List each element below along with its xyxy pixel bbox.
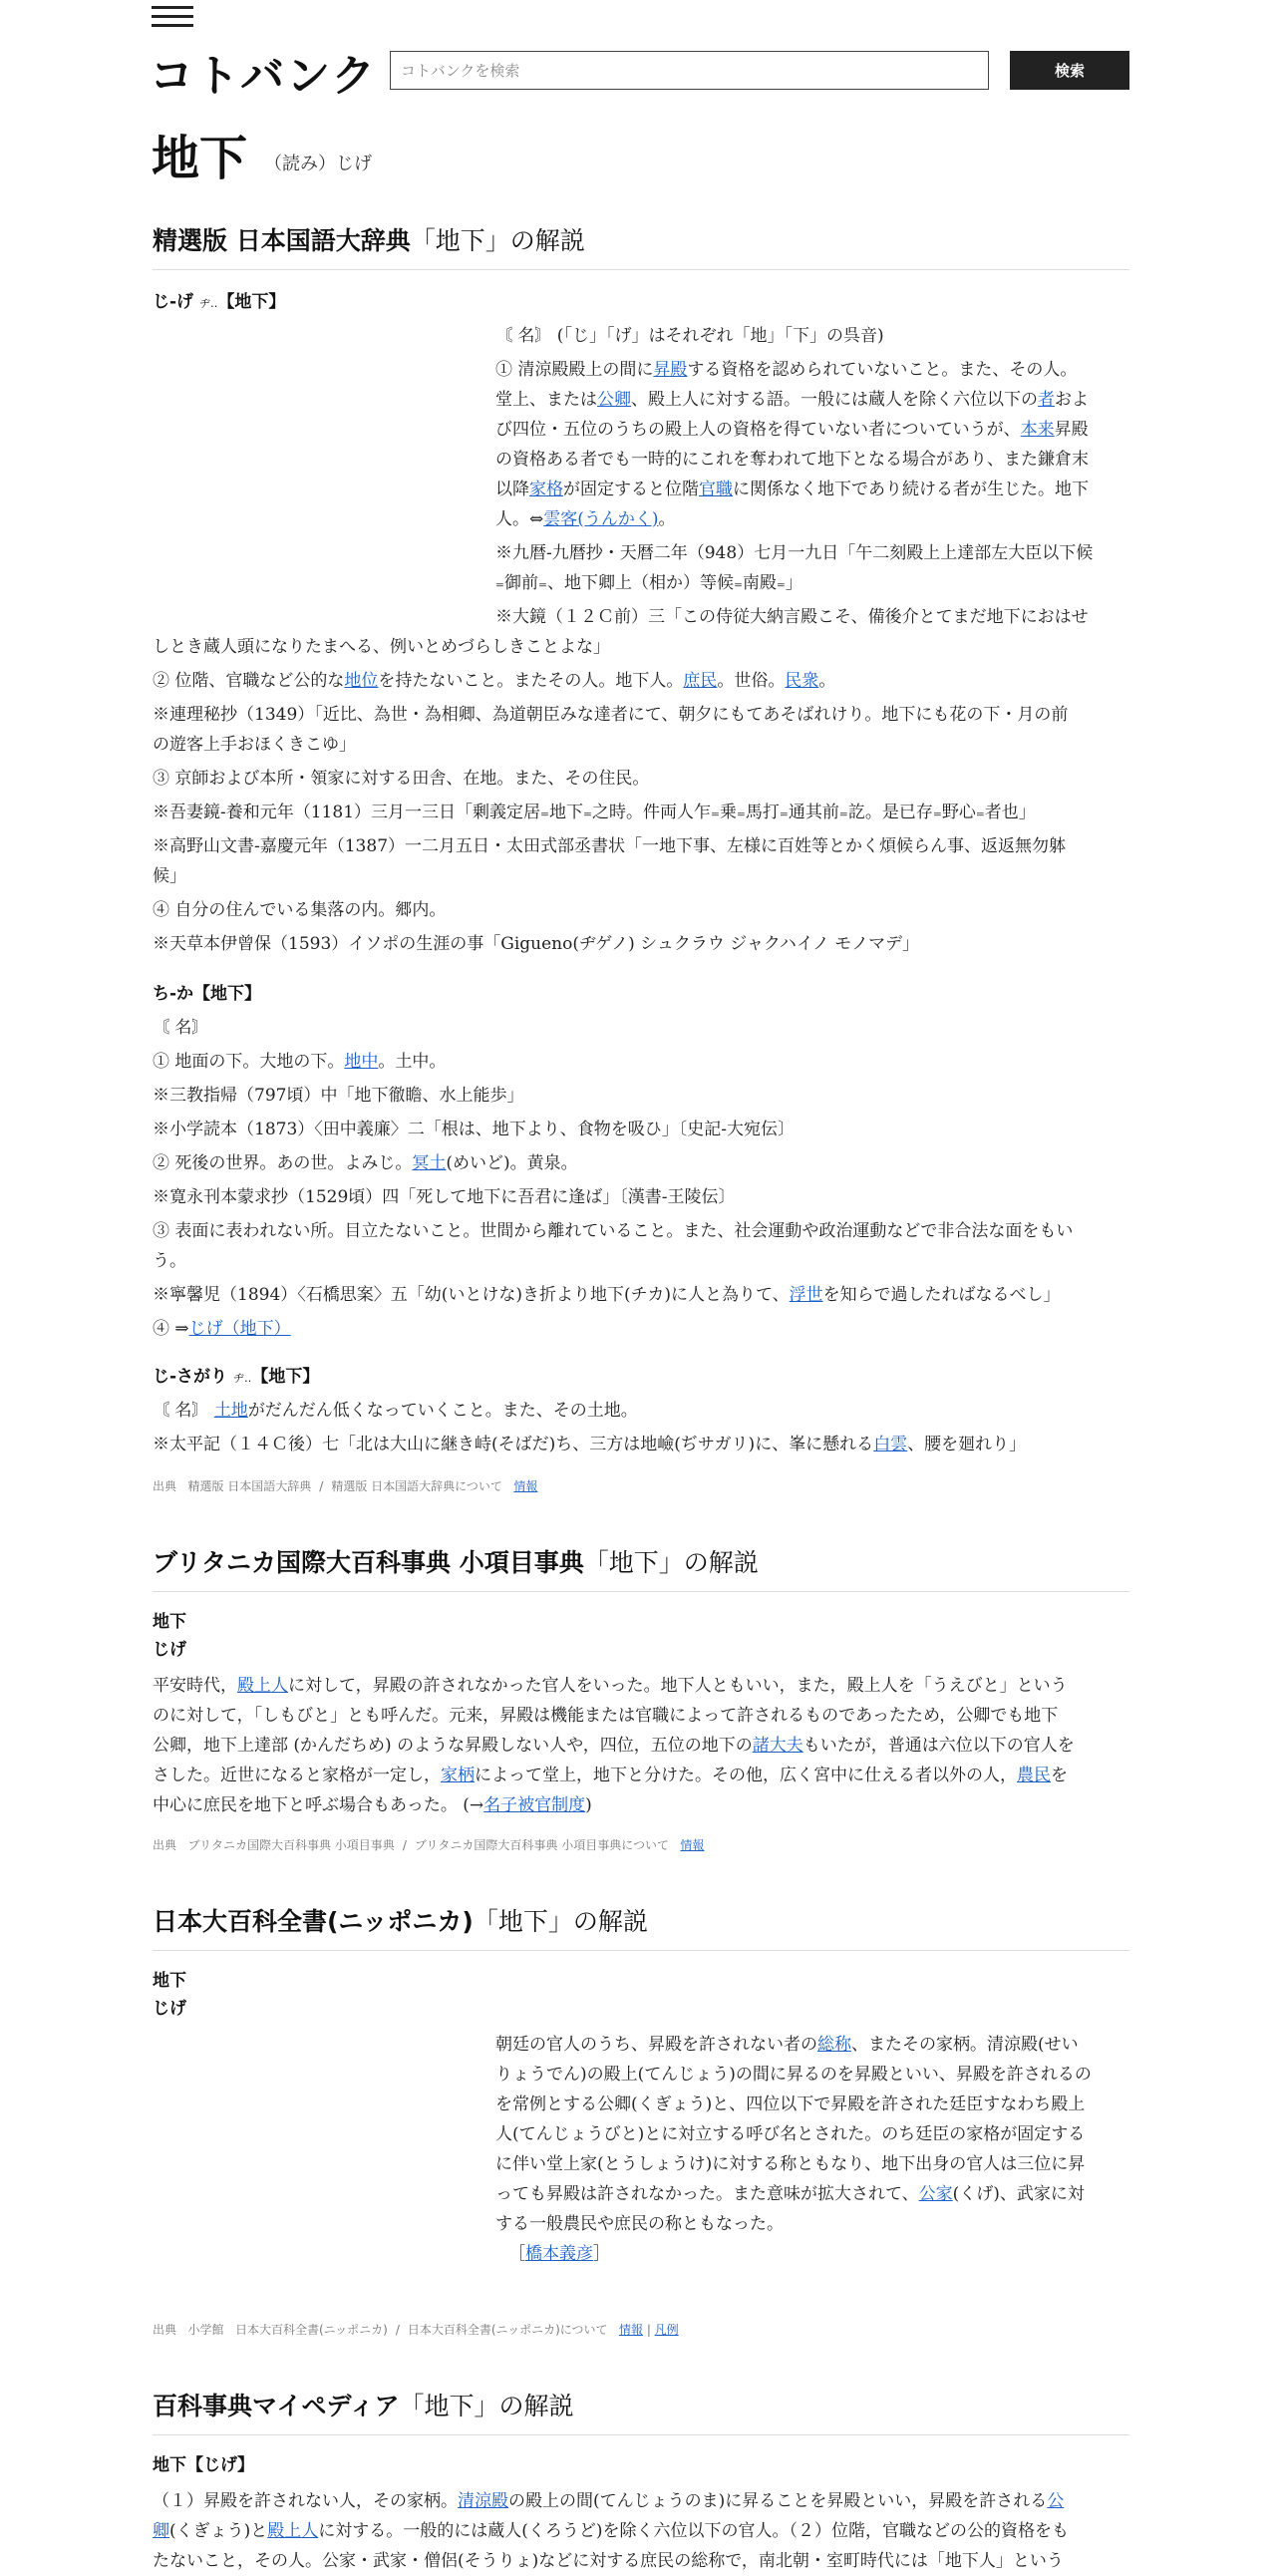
entry-heading-jige: 地下【じげ】 — [153, 2455, 254, 2475]
link-ukiyo[interactable]: 浮世 — [789, 1285, 823, 1305]
page-title: 地下 — [152, 131, 248, 186]
definition-line: ③ 京師および本所・領家に対する田舎、在地。また、その住民。 — [153, 769, 650, 789]
link-mono[interactable]: 者 — [1038, 390, 1055, 410]
link-unkaku[interactable]: 雲客(うんかく) — [543, 509, 659, 529]
definition-line: ③ 表面に表われない所。目立たないこと。世間から離れていること。また、社会運動や政治運動などで非合法な面をもい — [153, 1221, 1074, 1241]
hamburger-menu-icon[interactable] — [152, 6, 193, 32]
citation-line: ※三教指帰（797頃）中「地下徹瞻、水上能歩」 — [153, 1086, 524, 1106]
definition-line: び四位・五位のうちの殿上人の資格を得ていない者についていうが、本来昇殿 — [495, 420, 1089, 440]
link-iegara[interactable]: 家柄 — [441, 1766, 475, 1785]
body-line: 公卿，地下上達部 (かんだちめ) のような昇殿しない人や，四位，五位の地下の諸大夫もいたが，普通は六位以下の官人を — [153, 1736, 1075, 1756]
body-line: する一般農民や庶民の称ともなった。 — [495, 2214, 784, 2234]
link-kakaku[interactable]: 家格 — [529, 480, 563, 499]
section-title-nipponica: 日本大百科全書(ニッポニカ)「地下」の解説 — [153, 1902, 1129, 1951]
link-meido[interactable]: 冥土 — [412, 1153, 447, 1173]
citation-line: ※小学読本（1873）〈田中義廉〉二「根は、地下より、食物を吸ひ」〔史記-大宛伝〕 — [153, 1120, 796, 1139]
definition-line: ② 死後の世界。あの世。よみじ。冥土(めいど)。黄泉。 — [153, 1153, 578, 1173]
citation-line: ※連理秘抄（1349）「近比、為世・為相卿、為道朝臣みな達者にて、朝夕にもてあそばれけり。地下にも花の下・月の前 — [153, 705, 1069, 725]
citation-line: ※吾妻鏡-養和元年（1181）三月一三日「剰義定居₌地下₌之時。件両人乍₌乗₌馬打₌通其前₌訖。是已存₌野心₌者也」 — [153, 803, 1036, 822]
citation-line: ※寛永刊本蒙求抄（1529頃）四「死して地下に吾君に逢ば」〔漢書-王陵伝〕 — [153, 1187, 736, 1207]
body-line: 卿(くぎょう)と殿上人に対する。一般的には蔵人(くろうど)を除く六位以下の官人。（２）位階，官職などの公的資格をも — [153, 2521, 1070, 2541]
definition-line: ② 位階、官職など公的な地位を持たないこと。またその人。地下人。庶民。世俗。民衆。 — [153, 671, 836, 691]
section-title-nikkoku: 精選版 日本国語大辞典「地下」の解説 — [153, 221, 1129, 270]
link-honrai[interactable]: 本来 — [1020, 420, 1055, 440]
citation-line: の遊客上手おほくきこゆ」 — [153, 735, 356, 755]
link-shomin[interactable]: 庶民 — [683, 671, 718, 691]
section-title-britannica: ブリタニカ国際大百科事典 小項目事典「地下」の解説 — [153, 1543, 1129, 1592]
source-info-link[interactable]: 情報 — [513, 1479, 538, 1493]
citation-line: しとき蔵人頭になりたまへる、例いとめづらしきことよな」 — [153, 637, 610, 657]
page-reading: （読み）じげ — [264, 154, 372, 174]
link-minshu[interactable]: 民衆 — [785, 671, 819, 691]
link-jige[interactable]: じげ（地下） — [188, 1319, 291, 1339]
link-tenjobito[interactable]: 殿上人 — [267, 2521, 319, 2541]
search-input[interactable] — [390, 51, 989, 90]
definition-line: 〘 名〙 (「じ」「げ」はそれぞれ「地」「下」の呉音) — [495, 326, 884, 346]
definition-line: 〘 名〙 土地がだんだん低くなっていくこと。また、その土地。 — [153, 1401, 638, 1421]
entry-reading: じげ — [153, 1999, 186, 2019]
link-nago-hikan[interactable]: 名子被官制度 — [483, 1795, 586, 1815]
definition-line: 〘 名〙 — [153, 1018, 209, 1038]
link-kugyo[interactable]: 公卿 — [597, 390, 631, 410]
body-line: りょうでん)の殿上(てんじょう)の間に昇るのを昇殿といい、昇殿を許されるの — [495, 2065, 1092, 2085]
body-line: 人(てんじょうびと)とに対立する呼び名とされた。のち廷臣の家格が固定する — [495, 2124, 1086, 2144]
link-chii[interactable]: 地位 — [344, 671, 379, 691]
link-chichu[interactable]: 地中 — [344, 1052, 379, 1072]
body-line: さした。近世になると家格が一定し，家柄によって堂上，地下と分けた。その他，広く宮中に仕える者以外の人，農民を — [153, 1766, 1068, 1785]
entry-word: 地下 — [153, 1612, 186, 1632]
link-hakuun[interactable]: 白雲 — [873, 1435, 908, 1454]
link-shodaibu[interactable]: 諸大夫 — [752, 1736, 803, 1756]
link-kuge[interactable]: 公家 — [918, 2184, 953, 2204]
entry-heading-chika: ち-か【地下】 — [153, 984, 262, 1004]
link-tochi[interactable]: 土地 — [213, 1401, 248, 1421]
body-line: っても昇殿は許されなかった。また意味が拡大されて、公家(くげ)、武家に対 — [495, 2184, 1085, 2204]
definition-line: 以降家格が固定すると位階官職に関係なく地下であり続ける者が生じた。地下 — [495, 480, 1089, 499]
link-kanshoku[interactable]: 官職 — [699, 480, 733, 499]
definition-line: ④ ⇒じげ（地下） — [153, 1319, 291, 1339]
link-tenjobito[interactable]: 殿上人 — [237, 1676, 288, 1696]
link-seiryoden[interactable]: 清涼殿 — [458, 2491, 508, 2511]
citation-line: ※太平記（１４Ｃ後）七「北は大山に継き峙(そばだ)ち、三方は地嶮(ぢサガリ)に、峯に懸れる白雲、腰を廻れり」 — [153, 1435, 1027, 1454]
body-line: 中心に庶民を地下と呼ぶ場合もあった。 (→名子被官制度) — [153, 1795, 592, 1815]
citation-line: ※天草本伊曾保（1593）イソポの生涯の事「Giguenо(ヂゲノ) シュクラウ ジャクハイノ モノマデ」 — [153, 934, 920, 954]
section-title-mypedia: 百科事典マイペディア「地下」の解説 — [153, 2387, 1129, 2435]
body-line: 朝廷の官人のうち、昇殿を許されない者の総称、またその家柄。清涼殿(せい — [495, 2035, 1079, 2055]
source-info-link[interactable]: 情報 — [618, 2323, 643, 2337]
link-kugyo[interactable]: 卿 — [153, 2521, 169, 2541]
citation-line: ※高野山文書-嘉慶元年（1387）一二月五日・太田式部丞書状「一地下事、左様に百姓等とかく煩候らん事、返返無勿躰 — [153, 836, 1067, 856]
body-line: に伴い堂上家(とうしょうけ)に対する称ともなり、地下出身の官人は三位に昇 — [495, 2154, 1086, 2174]
body-line: を常例とする公卿(くぎょう)と、四位以下で昇殿を許された廷臣すなわち殿上 — [495, 2094, 1086, 2114]
definition-line: 人。⇔雲客(うんかく)。 — [495, 509, 676, 529]
entry-reading: じげ — [153, 1640, 186, 1660]
search-button[interactable]: 検索 — [1010, 51, 1129, 90]
citation-line: ※九暦-九暦抄・天暦二年（948）七月一九日「午二刻殿上上達部左大臣以下候 — [495, 543, 1094, 563]
definition-line: ① 地面の下。大地の下。地中。土中。 — [153, 1052, 447, 1072]
body-line: のに対して，「しもびと」とも呼んだ。元来，昇殿は機能または官職によって許されるものであったため，公卿でも地下 — [153, 1706, 1059, 1726]
site-logo[interactable]: コトバンク — [150, 51, 378, 102]
definition-line: ④ 自分の住んでいる集落の内。郷内。 — [153, 900, 447, 920]
entry-heading-jige: じ-げ ヂ‥【地下】 — [153, 292, 286, 312]
citation-line: 候」 — [153, 866, 186, 886]
body-line: （１）昇殿を許されない人，その家柄。清涼殿の殿上の間(てんじょうのま)に昇ることを昇殿といい，昇殿を許される公 — [153, 2491, 1065, 2511]
definition-line: 堂上、または公卿、殿上人に対する語。一般には蔵人を除く六位以下の者およ — [495, 390, 1089, 410]
link-shoden[interactable]: 昇殿 — [653, 360, 688, 380]
entry-word: 地下 — [153, 1971, 186, 1991]
citation-line: ※大鏡（１２Ｃ前）三「この侍従大納言殿こそ、備後介とてまだ地下におはせ — [495, 607, 1089, 627]
definition-line: ① 清涼殿殿上の間に昇殿する資格を認められていないこと。また、その人。 — [495, 360, 1078, 380]
source-rules-link[interactable]: 凡例 — [654, 2323, 679, 2337]
body-line: 平安時代，殿上人に対して，昇殿の許されなかった官人をいった。地下人ともいい，また，殿上人を「うえびと」という — [153, 1676, 1068, 1696]
definition-line: う。 — [153, 1251, 186, 1271]
author-line: ［橋本義彦］ — [508, 2244, 610, 2264]
link-kugyo[interactable]: 公 — [1047, 2491, 1065, 2511]
link-nomin[interactable]: 農民 — [1017, 1766, 1051, 1785]
definition-line: の資格ある者でも一時的にこれを奪われて地下となる場合があり、また鎌倉末 — [495, 450, 1089, 470]
body-line: たないこと，その人。公家・武家・僧侶(そうりょ)などに対する庶民の総称で，南北朝・室町時代には「地下人」という — [153, 2551, 1064, 2571]
entry-heading-jisagari: じ-さがり ヂ‥【地下】 — [153, 1367, 320, 1387]
source-line: 出典 精選版 日本国語大辞典 / 精選版 日本国語大辞典について 情報 — [153, 1479, 538, 1493]
source-info-link[interactable]: 情報 — [680, 1838, 705, 1852]
link-author-hashimoto[interactable]: 橋本義彦 — [525, 2244, 593, 2264]
source-line: 出典 ブリタニカ国際大百科事典 小項目事典 / ブリタニカ国際大百科事典 小項目事典について 情報 — [153, 1838, 705, 1852]
source-line: 出典 小学館 日本大百科全書(ニッポニカ) / 日本大百科全書(ニッポニカ)について 情報 | 凡例 — [153, 2323, 679, 2337]
citation-line: ※寧馨児（1894）〈石橋思案〉五「幼(いとけな)き折より地下(チカ)に人と為りて、浮世を知らで過したればなるべし」 — [153, 1285, 1061, 1305]
citation-line: ₌御前₌、地下卿上（相か）等候₌南殿₌」 — [495, 573, 802, 593]
link-sosho[interactable]: 総称 — [817, 2035, 851, 2055]
